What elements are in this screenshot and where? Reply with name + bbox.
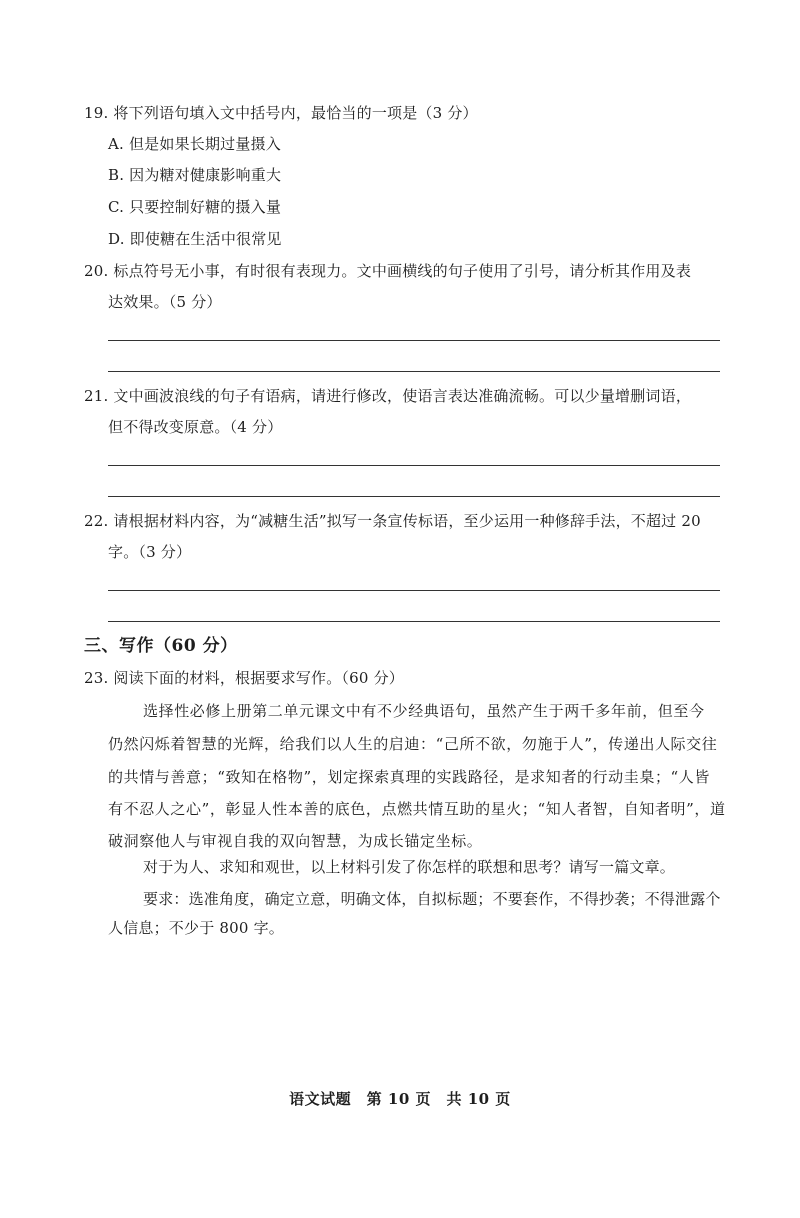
q22-answer-line-2[interactable] xyxy=(108,621,720,622)
q22-answer-line-1[interactable] xyxy=(108,590,720,591)
q21-stem-line2: 但不得改变原意。（4 分） xyxy=(108,418,283,436)
q21-stem-line1: 21. 文中画波浪线的句子有语病，请进行修改，使语言表达准确流畅。可以少量增删词语， xyxy=(84,387,692,405)
q23-material-line2: 仍然闪烁着智慧的光辉，给我们以人生的启迪：“己所不欲，勿施于人”，传递出人际交往 xyxy=(108,735,718,753)
q23-material-line3: 的共情与善意；“致知在格物”，划定探索真理的实践路径，是求知者的行动圭臬；“人皆 xyxy=(108,768,711,786)
q21-answer-line-2[interactable] xyxy=(108,496,720,497)
q20-answer-line-1[interactable] xyxy=(108,340,720,341)
page-footer: 语文试题 第 10 页 共 10 页 xyxy=(289,1090,511,1108)
q22-stem-line1: 22. 请根据材料内容，为“减糖生活”拟写一条宣传标语，至少运用一种修辞手法，不超过 20 xyxy=(84,512,701,530)
q23-material-line4: 有不忍人之心”，彰显人性本善的底色，点燃共情互助的星火；“知人者智，自知者明”，道 xyxy=(108,800,726,818)
q23-prompt: 对于为人、求知和观世，以上材料引发了你怎样的联想和思考？请写一篇文章。 xyxy=(143,858,676,876)
q23-stem: 23. 阅读下面的材料，根据要求写作。（60 分） xyxy=(84,669,404,687)
q23-material-line5: 破洞察他人与审视自我的双向智慧，为成长锚定坐标。 xyxy=(108,832,483,850)
q20-answer-line-2[interactable] xyxy=(108,371,720,372)
q19-option-b: B. 因为糖对健康影响重大 xyxy=(108,166,282,184)
section-writing-title: 三、写作（60 分） xyxy=(84,636,238,656)
q19-option-c: C. 只要控制好糖的摄入量 xyxy=(108,198,282,216)
q21-answer-line-1[interactable] xyxy=(108,465,720,466)
q19-stem: 19. 将下列语句填入文中括号内，最恰当的一项是（3 分） xyxy=(84,104,478,122)
q19-option-a: A. 但是如果长期过量摄入 xyxy=(108,135,281,153)
q23-requirements-line2: 人信息；不少于 800 字。 xyxy=(108,919,284,937)
q23-requirements-line1: 要求：选准角度，确定立意，明确文体，自拟标题；不要套作，不得抄袭；不得泄露个 xyxy=(143,890,721,908)
q19-option-d: D. 即使糖在生活中很常见 xyxy=(108,230,282,248)
q22-stem-line2: 字。（3 分） xyxy=(108,543,192,561)
q20-stem-line1: 20. 标点符号无小事，有时很有表现力。文中画横线的句子使用了引号，请分析其作用及表 xyxy=(84,262,692,280)
q20-stem-line2: 达效果。（5 分） xyxy=(108,293,222,311)
q23-material-line1: 选择性必修上册第二单元课文中有不少经典语句，虽然产生于两千多年前，但至今 xyxy=(143,702,705,720)
